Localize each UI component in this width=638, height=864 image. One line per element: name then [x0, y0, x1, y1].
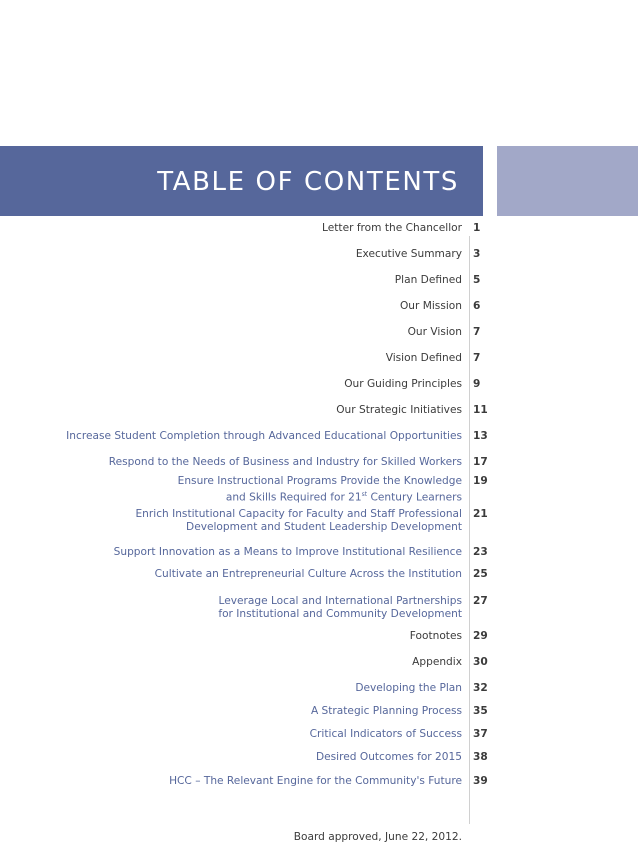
toc-page-number: 1: [473, 222, 481, 234]
toc-entry[interactable]: [40, 222, 462, 235]
toc-page-number: 11: [473, 404, 488, 416]
toc-page-number: 39: [473, 775, 488, 787]
toc-entry-title: Executive Summary: [355, 248, 462, 260]
toc-entry[interactable]: [40, 404, 462, 417]
toc-entry-title: Appendix: [412, 656, 462, 668]
toc-entry-title: Developing the Plan: [355, 682, 462, 694]
toc-entry-title: HCC – The Relevant Engine for the Community's Future: [169, 775, 462, 787]
toc-page-number: 19: [473, 475, 488, 487]
toc-entry[interactable]: [40, 705, 462, 718]
toc-page-number: 27: [473, 595, 488, 607]
toc-entry-title: Increase Student Completion through Advanced Educational Opportunities: [66, 430, 462, 442]
toc-page-number: 7: [473, 326, 481, 338]
toc-entry[interactable]: [40, 595, 462, 621]
toc-entry[interactable]: [40, 630, 462, 643]
toc-page-number: 30: [473, 656, 488, 668]
toc-entry[interactable]: [40, 352, 462, 365]
toc-entry-title: and Skills Required for 21st Century Learners: [225, 491, 462, 504]
toc-entry[interactable]: [40, 300, 462, 313]
toc-page-number: 3: [473, 248, 481, 260]
toc-page-number: 23: [473, 546, 488, 558]
toc-page-number: 29: [473, 630, 488, 642]
toc-page-number: 21: [473, 508, 488, 520]
toc-entry[interactable]: [40, 546, 462, 559]
toc-entry-title: Plan Defined: [394, 274, 462, 286]
toc-entry-title: Footnotes: [409, 630, 462, 642]
toc-page-number: 32: [473, 682, 488, 694]
toc-page-number: 13: [473, 430, 488, 442]
toc-page-number: 38: [473, 751, 488, 763]
toc-entry-title: Our Vision: [407, 326, 462, 338]
toc-entry[interactable]: [40, 751, 462, 764]
toc-entry[interactable]: [40, 656, 462, 669]
toc-entry[interactable]: [40, 378, 462, 391]
toc-entry[interactable]: [40, 274, 462, 287]
toc-entry[interactable]: [40, 430, 462, 443]
page-title: TABLE OF CONTENTS: [157, 167, 459, 197]
toc-entry-title: for Institutional and Community Development: [218, 608, 462, 620]
toc-entry-title: Development and Student Leadership Development: [186, 521, 462, 533]
title-banner: [0, 146, 483, 216]
toc-entry-title: Our Strategic Initiatives: [336, 404, 462, 416]
toc-entry[interactable]: [40, 326, 462, 339]
toc-page-number: 37: [473, 728, 488, 740]
toc-entry-title: Our Guiding Principles: [344, 378, 462, 390]
toc-entry-title: Letter from the Chancellor: [322, 222, 462, 234]
toc-page-number: 17: [473, 456, 488, 468]
toc-entry[interactable]: [40, 568, 462, 581]
toc-entry-title: Vision Defined: [385, 352, 462, 364]
toc-page-number: 9: [473, 378, 481, 390]
toc-entry-title: A Strategic Planning Process: [310, 705, 462, 717]
approval-note: Board approved, June 22, 2012.: [293, 831, 462, 843]
toc-entry-title: Leverage Local and International Partnerships: [218, 595, 462, 607]
page-number-divider: [469, 236, 470, 824]
toc-entry-title: Support Innovation as a Means to Improve Institutional Resilience: [113, 546, 462, 558]
toc-entry[interactable]: [40, 728, 462, 741]
toc-entry-title: Critical Indicators of Success: [309, 728, 462, 740]
toc-entry-title: Ensure Instructional Programs Provide the Knowledge: [177, 475, 462, 487]
toc-entry-title: Enrich Institutional Capacity for Faculty and Staff Professional: [135, 508, 462, 520]
toc-entry[interactable]: [40, 682, 462, 695]
toc-entry[interactable]: [40, 475, 462, 505]
toc-page-number: 35: [473, 705, 488, 717]
toc-page-number: 6: [473, 300, 481, 312]
toc-entry[interactable]: [40, 775, 462, 788]
toc-entry-title: Respond to the Needs of Business and Industry for Skilled Workers: [108, 456, 462, 468]
toc-entry[interactable]: [40, 508, 462, 534]
toc-page-number: 25: [473, 568, 488, 580]
toc-entry[interactable]: [40, 248, 462, 261]
toc-entry-title: Desired Outcomes for 2015: [315, 751, 462, 763]
toc-page-number: 7: [473, 352, 481, 364]
toc-entry-title: Cultivate an Entrepreneurial Culture Across the Institution: [154, 568, 462, 580]
toc-page-number: 5: [473, 274, 481, 286]
toc-entry-title: Our Mission: [399, 300, 462, 312]
toc-entry[interactable]: [40, 456, 462, 469]
decorative-side-block: [497, 146, 638, 216]
